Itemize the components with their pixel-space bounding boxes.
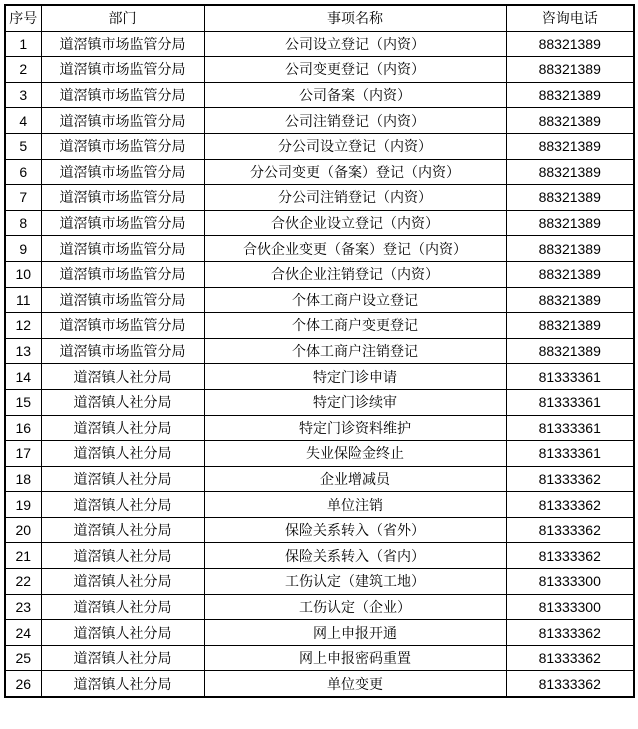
cell-department: 道滘镇市场监管分局: [41, 261, 204, 287]
cell-department: 道滘镇市场监管分局: [41, 133, 204, 159]
cell-phone: 81333361: [506, 364, 634, 390]
cell-phone: 88321389: [506, 185, 634, 211]
cell-phone: 88321389: [506, 210, 634, 236]
cell-index: 1: [5, 31, 41, 57]
table-row: [5, 82, 634, 108]
cell-item-name: 工伤认定（企业）: [204, 594, 506, 620]
cell-department: 道滘镇市场监管分局: [41, 159, 204, 185]
cell-item-name: 网上申报开通: [204, 620, 506, 646]
cell-index: 7: [5, 185, 41, 211]
cell-department: 道滘镇市场监管分局: [41, 210, 204, 236]
table-row: [5, 159, 634, 185]
cell-department: 道滘镇市场监管分局: [41, 338, 204, 364]
cell-index: 6: [5, 159, 41, 185]
cell-phone: 81333300: [506, 569, 634, 595]
cell-item-name: 合伙企业设立登记（内资）: [204, 210, 506, 236]
table-body: [5, 31, 634, 697]
cell-phone: 88321389: [506, 31, 634, 57]
cell-department: 道滘镇市场监管分局: [41, 287, 204, 313]
cell-index: 22: [5, 569, 41, 595]
cell-index: 20: [5, 517, 41, 543]
header-row: [5, 5, 634, 31]
cell-department: 道滘镇人社分局: [41, 415, 204, 441]
column-header-index: 序号: [5, 5, 41, 31]
cell-item-name: 特定门诊申请: [204, 364, 506, 390]
cell-department: 道滘镇市场监管分局: [41, 82, 204, 108]
cell-index: 17: [5, 441, 41, 467]
cell-phone: 88321389: [506, 236, 634, 262]
cell-phone: 81333361: [506, 441, 634, 467]
cell-index: 14: [5, 364, 41, 390]
table-row: [5, 338, 634, 364]
cell-index: 19: [5, 492, 41, 518]
cell-department: 道滘镇市场监管分局: [41, 185, 204, 211]
service-phone-table: [4, 4, 635, 698]
cell-phone: 81333362: [506, 517, 634, 543]
cell-department: 道滘镇人社分局: [41, 492, 204, 518]
cell-phone: 88321389: [506, 108, 634, 134]
cell-phone: 81333362: [506, 492, 634, 518]
table-row: [5, 441, 634, 467]
table-row: [5, 185, 634, 211]
table-row: [5, 261, 634, 287]
cell-index: 25: [5, 645, 41, 671]
cell-phone: 81333362: [506, 671, 634, 697]
column-header-phone: 咨询电话: [506, 5, 634, 31]
cell-index: 8: [5, 210, 41, 236]
cell-department: 道滘镇市场监管分局: [41, 108, 204, 134]
cell-index: 11: [5, 287, 41, 313]
cell-item-name: 保险关系转入（省内）: [204, 543, 506, 569]
table-row: [5, 313, 634, 339]
cell-index: 16: [5, 415, 41, 441]
cell-item-name: 合伙企业注销登记（内资）: [204, 261, 506, 287]
cell-index: 23: [5, 594, 41, 620]
cell-phone: 81333361: [506, 389, 634, 415]
cell-phone: 88321389: [506, 313, 634, 339]
table-row: [5, 57, 634, 83]
cell-department: 道滘镇人社分局: [41, 671, 204, 697]
table-row: [5, 492, 634, 518]
cell-index: 3: [5, 82, 41, 108]
cell-phone: 88321389: [506, 82, 634, 108]
cell-department: 道滘镇人社分局: [41, 364, 204, 390]
cell-index: 12: [5, 313, 41, 339]
cell-department: 道滘镇人社分局: [41, 466, 204, 492]
cell-phone: 81333300: [506, 594, 634, 620]
cell-phone: 88321389: [506, 261, 634, 287]
cell-phone: 88321389: [506, 338, 634, 364]
cell-index: 4: [5, 108, 41, 134]
cell-department: 道滘镇人社分局: [41, 569, 204, 595]
table-row: [5, 517, 634, 543]
cell-department: 道滘镇人社分局: [41, 620, 204, 646]
cell-department: 道滘镇市场监管分局: [41, 313, 204, 339]
cell-department: 道滘镇人社分局: [41, 517, 204, 543]
cell-item-name: 分公司变更（备案）登记（内资）: [204, 159, 506, 185]
cell-index: 24: [5, 620, 41, 646]
table-row: [5, 31, 634, 57]
table-row: [5, 108, 634, 134]
cell-index: 13: [5, 338, 41, 364]
table-row: [5, 415, 634, 441]
cell-phone: 81333362: [506, 466, 634, 492]
cell-department: 道滘镇人社分局: [41, 389, 204, 415]
cell-phone: 81333362: [506, 645, 634, 671]
table-row: [5, 645, 634, 671]
table-row: [5, 236, 634, 262]
cell-item-name: 公司注销登记（内资）: [204, 108, 506, 134]
cell-item-name: 公司备案（内资）: [204, 82, 506, 108]
cell-item-name: 失业保险金终止: [204, 441, 506, 467]
cell-index: 2: [5, 57, 41, 83]
cell-item-name: 合伙企业变更（备案）登记（内资）: [204, 236, 506, 262]
cell-index: 9: [5, 236, 41, 262]
cell-department: 道滘镇人社分局: [41, 543, 204, 569]
cell-index: 21: [5, 543, 41, 569]
cell-phone: 88321389: [506, 287, 634, 313]
cell-department: 道滘镇人社分局: [41, 441, 204, 467]
cell-phone: 88321389: [506, 159, 634, 185]
cell-index: 18: [5, 466, 41, 492]
table-row: [5, 569, 634, 595]
cell-index: 26: [5, 671, 41, 697]
cell-department: 道滘镇市场监管分局: [41, 236, 204, 262]
cell-item-name: 公司设立登记（内资）: [204, 31, 506, 57]
cell-item-name: 公司变更登记（内资）: [204, 57, 506, 83]
cell-item-name: 单位注销: [204, 492, 506, 518]
table-row: [5, 210, 634, 236]
cell-item-name: 单位变更: [204, 671, 506, 697]
cell-phone: 81333362: [506, 620, 634, 646]
cell-phone: 88321389: [506, 57, 634, 83]
table-row: [5, 287, 634, 313]
cell-phone: 88321389: [506, 133, 634, 159]
cell-item-name: 特定门诊资料维护: [204, 415, 506, 441]
cell-index: 10: [5, 261, 41, 287]
cell-phone: 81333361: [506, 415, 634, 441]
cell-item-name: 分公司设立登记（内资）: [204, 133, 506, 159]
column-header-department: 部门: [41, 5, 204, 31]
cell-index: 5: [5, 133, 41, 159]
cell-item-name: 分公司注销登记（内资）: [204, 185, 506, 211]
cell-item-name: 企业增减员: [204, 466, 506, 492]
cell-department: 道滘镇市场监管分局: [41, 57, 204, 83]
cell-item-name: 特定门诊续审: [204, 389, 506, 415]
table-row: [5, 620, 634, 646]
cell-department: 道滘镇人社分局: [41, 594, 204, 620]
table-row: [5, 133, 634, 159]
cell-item-name: 保险关系转入（省外）: [204, 517, 506, 543]
table-row: [5, 594, 634, 620]
table-row: [5, 389, 634, 415]
cell-item-name: 个体工商户变更登记: [204, 313, 506, 339]
cell-item-name: 工伤认定（建筑工地）: [204, 569, 506, 595]
cell-department: 道滘镇人社分局: [41, 645, 204, 671]
table-row: [5, 543, 634, 569]
column-header-item-name: 事项名称: [204, 5, 506, 31]
cell-item-name: 网上申报密码重置: [204, 645, 506, 671]
cell-department: 道滘镇市场监管分局: [41, 31, 204, 57]
cell-phone: 81333362: [506, 543, 634, 569]
table-row: [5, 364, 634, 390]
cell-item-name: 个体工商户设立登记: [204, 287, 506, 313]
cell-item-name: 个体工商户注销登记: [204, 338, 506, 364]
cell-index: 15: [5, 389, 41, 415]
table-row: [5, 466, 634, 492]
table-row: [5, 671, 634, 697]
